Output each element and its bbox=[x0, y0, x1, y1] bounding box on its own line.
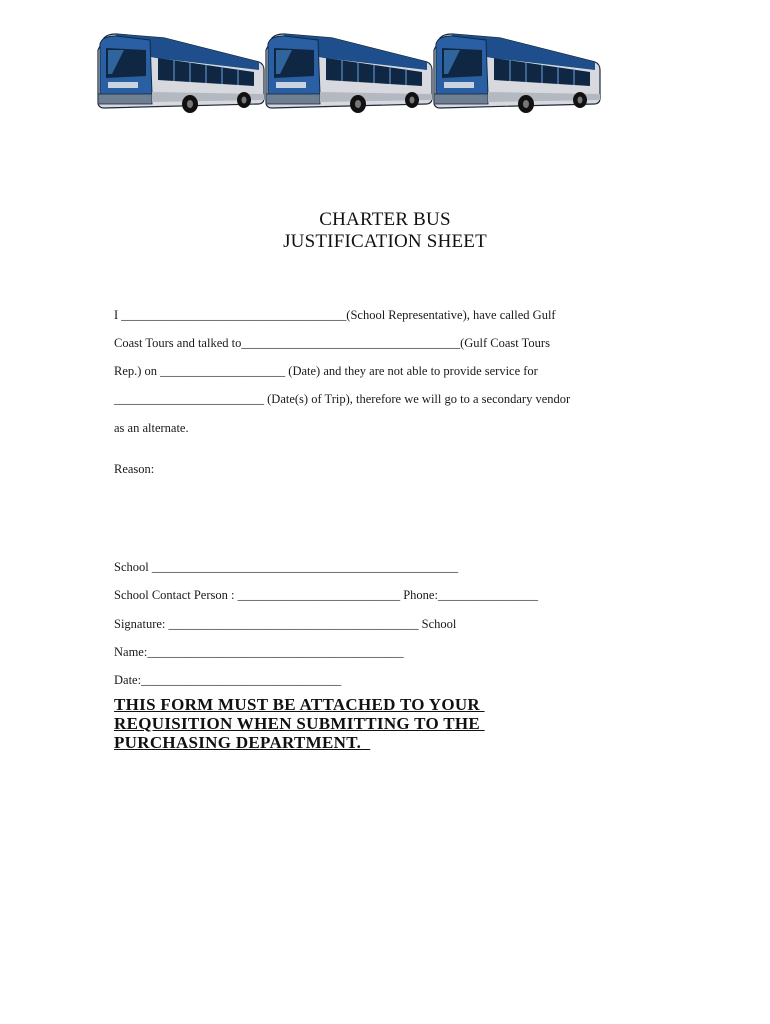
notice-line-1: THIS FORM MUST BE ATTACHED TO YOUR bbox=[114, 695, 485, 714]
date-field[interactable]: Date:________________________________ bbox=[114, 673, 342, 687]
bus-icon bbox=[94, 28, 604, 116]
title-line-2: JUSTIFICATION SHEET bbox=[283, 231, 487, 252]
reason-label: Reason: bbox=[114, 462, 155, 476]
notice-line-3: PURCHASING DEPARTMENT. bbox=[114, 733, 371, 752]
contact-phone-field[interactable]: School Contact Person : __________________________ Phone:________________ bbox=[114, 588, 538, 602]
name-field[interactable]: Name:_________________________________________ bbox=[114, 645, 404, 659]
school-field[interactable]: School _________________________________________________ bbox=[114, 560, 459, 574]
attachment-notice bbox=[114, 695, 594, 752]
signature-field[interactable]: Signature: ________________________________________ School bbox=[114, 617, 457, 631]
notice-line-2: REQUISITION WHEN SUBMITTING TO THE bbox=[114, 714, 485, 733]
trip-dates-line[interactable]: ________________________ (Date(s) of Trip), therefore we will go to a secondary vendor bbox=[114, 392, 571, 406]
bus-images bbox=[94, 28, 604, 116]
title-line-1: CHARTER BUS bbox=[319, 209, 451, 230]
date-line[interactable]: Rep.) on ____________________ (Date) and they are not able to provide service for bbox=[114, 364, 538, 378]
tours-contact-line[interactable]: Coast Tours and talked to___________________________________(Gulf Coast Tours bbox=[114, 336, 550, 350]
representative-line[interactable]: I ____________________________________(School Representative), have called Gulf bbox=[114, 308, 556, 322]
alternate-line: as an alternate. bbox=[114, 421, 189, 435]
